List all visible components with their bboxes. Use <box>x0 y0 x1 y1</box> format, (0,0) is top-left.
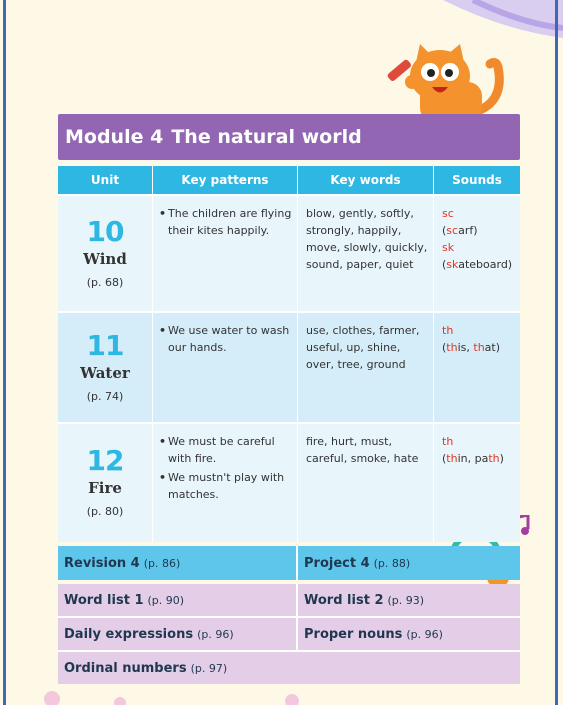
header-sounds: Sounds <box>434 166 520 194</box>
sound-text: ateboard) <box>458 258 513 271</box>
key-patterns-cell <box>153 313 298 422</box>
sounds-cell <box>434 313 520 422</box>
unit-page: (p. 74) <box>86 389 124 403</box>
pattern-item <box>159 469 293 503</box>
ordinal-numbers-label: Ordinal numbers <box>64 660 187 676</box>
paw-print-decoration <box>0 683 330 705</box>
unit-name: Fire <box>88 479 122 497</box>
word-list-1-label: Word list 1 <box>64 592 144 608</box>
sound-text: arf) <box>458 224 478 237</box>
sound-line <box>442 433 516 450</box>
revision-page: (p. 86) <box>143 556 181 570</box>
sounds-cell <box>434 196 520 311</box>
daily-expressions-link[interactable] <box>58 618 298 650</box>
pattern-item <box>159 433 293 467</box>
sound-highlight: sk <box>446 258 459 271</box>
module-title: The natural world <box>171 126 362 148</box>
project-page: (p. 88) <box>373 556 411 570</box>
bullet-icon: • <box>159 471 167 484</box>
unit-number: 10 <box>86 214 124 248</box>
pattern-text: The children are flying their kites happily. <box>168 207 292 237</box>
unit-cell[interactable] <box>58 424 153 542</box>
proper-nouns-link[interactable] <box>298 618 520 650</box>
proper-nouns-label: Proper nouns <box>304 626 403 642</box>
daily-expressions-page: (p. 96) <box>197 627 234 641</box>
sound-text: ) <box>499 452 504 465</box>
ordinal-numbers-page: (p. 97) <box>190 661 228 675</box>
revision-project-row <box>58 546 520 580</box>
ordinal-numbers-link[interactable] <box>58 652 520 684</box>
sound-highlight: sk <box>442 241 455 254</box>
header-key-patterns: Key patterns <box>153 166 298 194</box>
unit-cell[interactable] <box>58 196 153 311</box>
sound-text: ( <box>442 224 447 237</box>
table-row <box>58 194 520 311</box>
word-list-2-link[interactable] <box>298 584 520 616</box>
sound-highlight: th <box>446 341 458 354</box>
pattern-item <box>159 322 293 356</box>
sound-line <box>442 450 516 467</box>
key-words-cell: fire, hurt, must, careful, smoke, hate <box>298 424 434 542</box>
sound-highlight: th <box>488 452 500 465</box>
table-row <box>58 311 520 422</box>
sound-text: in, pa <box>457 452 489 465</box>
appendix-row <box>58 616 520 650</box>
header-unit: Unit <box>58 166 153 194</box>
pattern-text: We mustn't play with matches. <box>168 471 285 501</box>
key-words-cell: blow, gently, softly, strongly, happily, move, slowly, quickly, sound, paper, quiet <box>298 196 434 311</box>
sound-line <box>442 256 516 273</box>
pattern-item <box>159 205 293 239</box>
table-header-row <box>58 166 520 194</box>
sound-highlight: th <box>442 324 454 337</box>
sound-line <box>442 239 516 256</box>
word-list-2-label: Word list 2 <box>304 592 384 608</box>
bullet-icon: • <box>159 435 167 448</box>
key-patterns-cell <box>153 424 298 542</box>
sound-highlight: th <box>442 435 454 448</box>
pattern-text: We use water to wash our hands. <box>168 324 290 354</box>
sound-highlight: th <box>446 452 458 465</box>
sound-text: ( <box>442 258 447 271</box>
table-row <box>58 422 520 542</box>
sound-highlight: sc <box>442 207 454 220</box>
unit-cell[interactable] <box>58 313 153 422</box>
sound-highlight: sc <box>446 224 459 237</box>
header-key-words: Key words <box>298 166 434 194</box>
key-words-cell: use, clothes, farmer, useful, up, shine, over, tree, ground <box>298 313 434 422</box>
units-table <box>58 166 520 542</box>
unit-number: 11 <box>86 328 124 362</box>
sound-line <box>442 339 516 356</box>
unit-number: 12 <box>86 444 124 477</box>
unit-page: (p. 80) <box>86 505 124 518</box>
sound-text: ( <box>442 452 447 465</box>
appendix-row <box>58 584 520 616</box>
word-list-1-link[interactable] <box>58 584 298 616</box>
sound-text: ( <box>442 341 447 354</box>
daily-expressions-label: Daily expressions <box>64 626 194 642</box>
bullet-icon: • <box>159 207 167 220</box>
key-patterns-cell <box>153 196 298 311</box>
unit-name: Water <box>80 363 130 382</box>
sound-line <box>442 222 516 239</box>
unit-page: (p. 68) <box>86 275 124 289</box>
project-link[interactable] <box>298 546 520 580</box>
bullet-icon: • <box>159 324 167 337</box>
unit-name: Wind <box>83 249 127 268</box>
module-number: Module 4 <box>65 126 164 148</box>
sound-highlight: th <box>473 341 485 354</box>
project-label: Project 4 <box>304 555 370 571</box>
word-list-2-page: (p. 93) <box>387 593 425 607</box>
revision-link[interactable] <box>58 546 298 580</box>
purple-swoosh-decoration <box>443 0 563 40</box>
sound-line <box>442 205 516 222</box>
proper-nouns-page: (p. 96) <box>406 627 443 641</box>
sound-line <box>442 322 516 339</box>
revision-label: Revision 4 <box>64 555 140 571</box>
appendix-block <box>58 584 520 684</box>
sound-text: at) <box>484 341 501 354</box>
sounds-cell <box>434 424 520 542</box>
cat-mascot-icon <box>380 42 510 122</box>
word-list-1-page: (p. 90) <box>147 593 185 607</box>
sound-text: is, <box>457 341 474 354</box>
appendix-row <box>58 650 520 684</box>
pattern-text: We must be careful with fire. <box>168 435 275 465</box>
module-title-bar <box>58 114 520 160</box>
